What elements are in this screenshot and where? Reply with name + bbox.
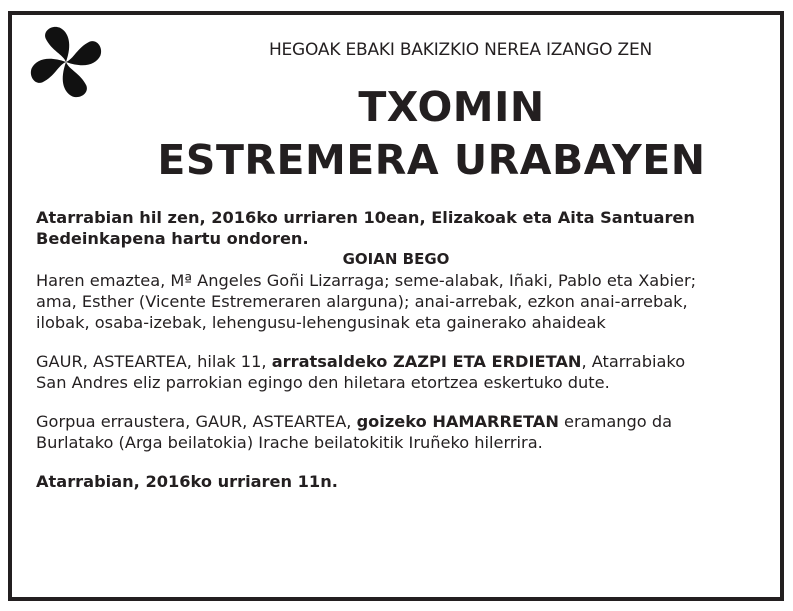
funeral-time: arratsaldeko ZAZPI ETA ERDIETAN [271, 352, 582, 371]
family-line-1: Haren emaztea, Mª Angeles Goñi Lizarraga; seme-alabak, Iñaki, Pablo eta Xabier; [36, 271, 697, 290]
goian-bego: GOIAN BEGO [342, 250, 450, 268]
funeral-date: GAUR, ASTEARTEA, hilak 11, [36, 352, 272, 371]
closing-line: Atarrabian, 2016ko urriaren 11n. [36, 472, 338, 491]
notice-body [36, 207, 756, 492]
cremation-date: Gorpua erraustera, GAUR, ASTEARTEA, [36, 412, 357, 431]
cremation-line-2: Burlatako (Arga beilatokia) Irache beilatokitik Iruñeko hilerrira. [36, 433, 543, 452]
funeral-line-2: San Andres eliz parrokian egingo den hiletara etortzea eskertuko dute. [36, 373, 610, 392]
death-line-1: Atarrabian hil zen, 2016ko urriaren 10ean, Elizakoak eta Aita Santuaren [36, 208, 695, 227]
family-line-2: ama, Esther (Vicente Estremeraren alarguna); anai-arrebak, ezkon anai-arrebak, [36, 292, 688, 311]
death-line-2: Bedeinkapena hartu ondoren. [36, 229, 309, 248]
cremation-text: eramango da [558, 412, 673, 431]
deceased-first-name: TXOMIN [358, 83, 545, 131]
deceased-surnames: ESTREMERA URABAYEN [157, 136, 706, 184]
funeral-line-1 [36, 351, 756, 372]
motto: HEGOAK EBAKI BAKIZKIO NEREA IZANGO ZEN [268, 40, 653, 60]
cremation-line-1 [36, 411, 756, 432]
cremation-time: goizeko HAMARRETAN [356, 412, 559, 431]
funeral-place: , Atarrabiako [581, 352, 686, 371]
family-line-3: ilobak, osaba-izebak, lehengusu-lehengusinak eta gainerako ahaideak [36, 313, 606, 332]
